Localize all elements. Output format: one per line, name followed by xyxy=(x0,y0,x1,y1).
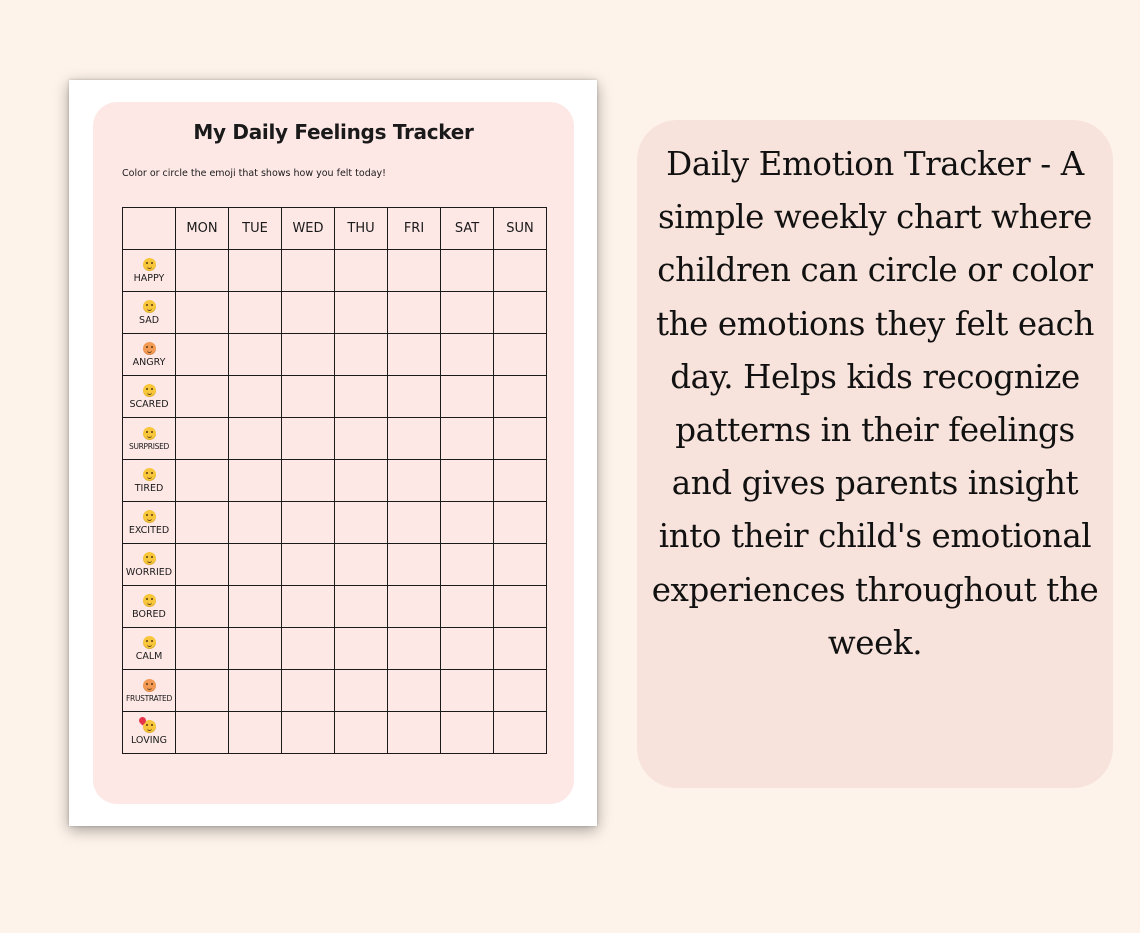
emotion-label: HAPPY xyxy=(133,272,165,284)
table-body xyxy=(123,250,547,754)
emotion-label: SCARED xyxy=(129,398,169,410)
table-row xyxy=(123,334,547,376)
tracker-cell[interactable] xyxy=(176,628,229,670)
emotion-label-cell xyxy=(123,250,176,292)
tracker-cell[interactable] xyxy=(494,250,547,292)
tracker-cell[interactable] xyxy=(494,460,547,502)
tracker-cell[interactable] xyxy=(176,460,229,502)
day-header: TUE xyxy=(229,208,282,250)
tracker-cell[interactable] xyxy=(335,628,388,670)
tracker-cell[interactable] xyxy=(282,502,335,544)
emotion-label-cell xyxy=(123,628,176,670)
bored-face-icon xyxy=(143,594,156,607)
tracker-cell[interactable] xyxy=(441,586,494,628)
tracker-cell[interactable] xyxy=(441,502,494,544)
emotion-label: EXCITED xyxy=(128,524,170,536)
tracker-cell[interactable] xyxy=(176,376,229,418)
tracker-cell[interactable] xyxy=(335,712,388,754)
emotion-label-cell xyxy=(123,460,176,502)
tracker-cell[interactable] xyxy=(282,712,335,754)
smiling-face-icon xyxy=(143,258,156,271)
tracker-cell[interactable] xyxy=(176,544,229,586)
tracker-cell[interactable] xyxy=(176,502,229,544)
table-row xyxy=(123,712,547,754)
tracker-cell[interactable] xyxy=(441,334,494,376)
tracker-cell[interactable] xyxy=(335,250,388,292)
relieved-face-icon xyxy=(143,636,156,649)
tracker-cell[interactable] xyxy=(229,376,282,418)
tracker-cell[interactable] xyxy=(282,334,335,376)
tracker-cell[interactable] xyxy=(335,544,388,586)
fearful-face-icon xyxy=(143,384,156,397)
tracker-cell[interactable] xyxy=(494,334,547,376)
emotion-label-cell xyxy=(123,376,176,418)
worried-face-icon xyxy=(143,552,156,565)
tracker-cell[interactable] xyxy=(494,502,547,544)
tracker-cell[interactable] xyxy=(176,334,229,376)
tracker-cell[interactable] xyxy=(335,502,388,544)
tracker-cell[interactable] xyxy=(176,292,229,334)
emotion-label-cell xyxy=(123,418,176,460)
sleepy-face-icon xyxy=(143,468,156,481)
table-row xyxy=(123,250,547,292)
tracker-cell[interactable] xyxy=(229,502,282,544)
tracker-cell[interactable] xyxy=(441,250,494,292)
day-header: MON xyxy=(176,208,229,250)
emotion-label-cell xyxy=(123,670,176,712)
tracker-cell[interactable] xyxy=(441,292,494,334)
tracker-cell[interactable] xyxy=(388,670,441,712)
emotion-label-cell xyxy=(123,334,176,376)
tracker-cell[interactable] xyxy=(494,628,547,670)
emotion-label-cell xyxy=(123,712,176,754)
surprised-face-icon xyxy=(143,427,156,440)
day-header: WED xyxy=(282,208,335,250)
tracker-cell[interactable] xyxy=(335,334,388,376)
printable-sheet xyxy=(69,80,597,826)
tracker-cell[interactable] xyxy=(441,460,494,502)
tracker-cell[interactable] xyxy=(282,586,335,628)
tracker-cell[interactable] xyxy=(282,670,335,712)
day-header: SAT xyxy=(441,208,494,250)
tracker-cell[interactable] xyxy=(282,292,335,334)
tracker-cell[interactable] xyxy=(335,376,388,418)
tracker-cell[interactable] xyxy=(229,334,282,376)
tracker-cell[interactable] xyxy=(388,418,441,460)
tracker-cell[interactable] xyxy=(388,586,441,628)
tracker-cell[interactable] xyxy=(335,670,388,712)
tracker-cell[interactable] xyxy=(494,376,547,418)
table-row xyxy=(123,544,547,586)
steaming-face-icon xyxy=(143,679,156,692)
tracker-cell[interactable] xyxy=(441,376,494,418)
table-header-row xyxy=(123,208,547,250)
tracker-cell[interactable] xyxy=(282,250,335,292)
tracker-cell[interactable] xyxy=(494,670,547,712)
tracker-cell[interactable] xyxy=(229,418,282,460)
sheet-instructions: Color or circle the emoji that shows how you felt today! xyxy=(122,168,386,179)
tracker-cell[interactable] xyxy=(388,544,441,586)
tracker-cell[interactable] xyxy=(388,502,441,544)
face-with-hearts-icon xyxy=(143,720,156,733)
emotion-label: TIRED xyxy=(134,482,164,494)
tracker-cell[interactable] xyxy=(335,586,388,628)
table-row xyxy=(123,628,547,670)
tracker-cell[interactable] xyxy=(229,250,282,292)
emotion-label-cell xyxy=(123,502,176,544)
table-row xyxy=(123,292,547,334)
emotion-label: ANGRY xyxy=(132,356,166,368)
tracker-cell[interactable] xyxy=(282,544,335,586)
description-panel xyxy=(637,120,1113,788)
tracker-cell[interactable] xyxy=(282,460,335,502)
emotion-label-cell xyxy=(123,586,176,628)
tracker-cell[interactable] xyxy=(176,670,229,712)
tracker-cell[interactable] xyxy=(441,628,494,670)
tracker-cell[interactable] xyxy=(282,376,335,418)
tracker-cell[interactable] xyxy=(494,586,547,628)
tracker-cell[interactable] xyxy=(229,460,282,502)
emotion-label: BORED xyxy=(132,608,166,620)
tracker-cell[interactable] xyxy=(441,712,494,754)
tracker-cell[interactable] xyxy=(441,418,494,460)
sheet-panel xyxy=(93,102,574,804)
day-header: SUN xyxy=(494,208,547,250)
tracker-cell[interactable] xyxy=(335,460,388,502)
table-row xyxy=(123,502,547,544)
tracker-cell[interactable] xyxy=(388,376,441,418)
tracker-cell[interactable] xyxy=(388,712,441,754)
tracker-cell[interactable] xyxy=(388,292,441,334)
tracker-cell[interactable] xyxy=(388,250,441,292)
hugging-face-icon xyxy=(143,510,156,523)
tracker-cell[interactable] xyxy=(176,418,229,460)
tracker-cell[interactable] xyxy=(494,712,547,754)
tracker-cell[interactable] xyxy=(176,712,229,754)
tracker-cell[interactable] xyxy=(494,544,547,586)
tracker-cell[interactable] xyxy=(282,418,335,460)
angry-face-icon xyxy=(143,342,156,355)
tracker-cell[interactable] xyxy=(229,670,282,712)
tracker-cell[interactable] xyxy=(335,418,388,460)
table-row xyxy=(123,376,547,418)
emotion-label-cell xyxy=(123,544,176,586)
table-row xyxy=(123,460,547,502)
tracker-cell[interactable] xyxy=(229,628,282,670)
tracker-cell[interactable] xyxy=(176,586,229,628)
tracker-cell[interactable] xyxy=(388,460,441,502)
tracker-cell[interactable] xyxy=(494,418,547,460)
day-header: FRI xyxy=(388,208,441,250)
tracker-cell[interactable] xyxy=(229,586,282,628)
description-text: Daily Emotion Tracker - A simple weekly chart where children can circle or color the emotions they felt each day. Helps kids recognize patterns in their feelings and gives parents insight into their child's emotional experiences throughout the week. xyxy=(651,145,1099,662)
table-row xyxy=(123,586,547,628)
feelings-table xyxy=(122,207,547,754)
tracker-cell[interactable] xyxy=(494,292,547,334)
emotion-label: SAD xyxy=(138,314,160,326)
tracker-cell[interactable] xyxy=(388,628,441,670)
tracker-cell[interactable] xyxy=(229,544,282,586)
day-header: THU xyxy=(335,208,388,250)
tracker-cell[interactable] xyxy=(282,628,335,670)
table-row xyxy=(123,670,547,712)
emotion-label: CALM xyxy=(135,650,163,662)
emotion-label: LOVING xyxy=(130,734,168,746)
tracker-cell[interactable] xyxy=(229,712,282,754)
crying-face-icon xyxy=(143,300,156,313)
table-corner-cell xyxy=(123,208,176,250)
tracker-cell[interactable] xyxy=(388,334,441,376)
tracker-cell[interactable] xyxy=(335,292,388,334)
table-row xyxy=(123,418,547,460)
emotion-label: FRUSTRATED xyxy=(126,693,172,703)
emotion-label: WORRIED xyxy=(125,566,173,578)
tracker-cell[interactable] xyxy=(229,292,282,334)
tracker-cell[interactable] xyxy=(441,544,494,586)
sheet-title: My Daily Feelings Tracker xyxy=(193,120,474,144)
emotion-label-cell xyxy=(123,292,176,334)
tracker-cell[interactable] xyxy=(176,250,229,292)
tracker-cell[interactable] xyxy=(441,670,494,712)
emotion-label: SURPRISED xyxy=(129,441,169,451)
